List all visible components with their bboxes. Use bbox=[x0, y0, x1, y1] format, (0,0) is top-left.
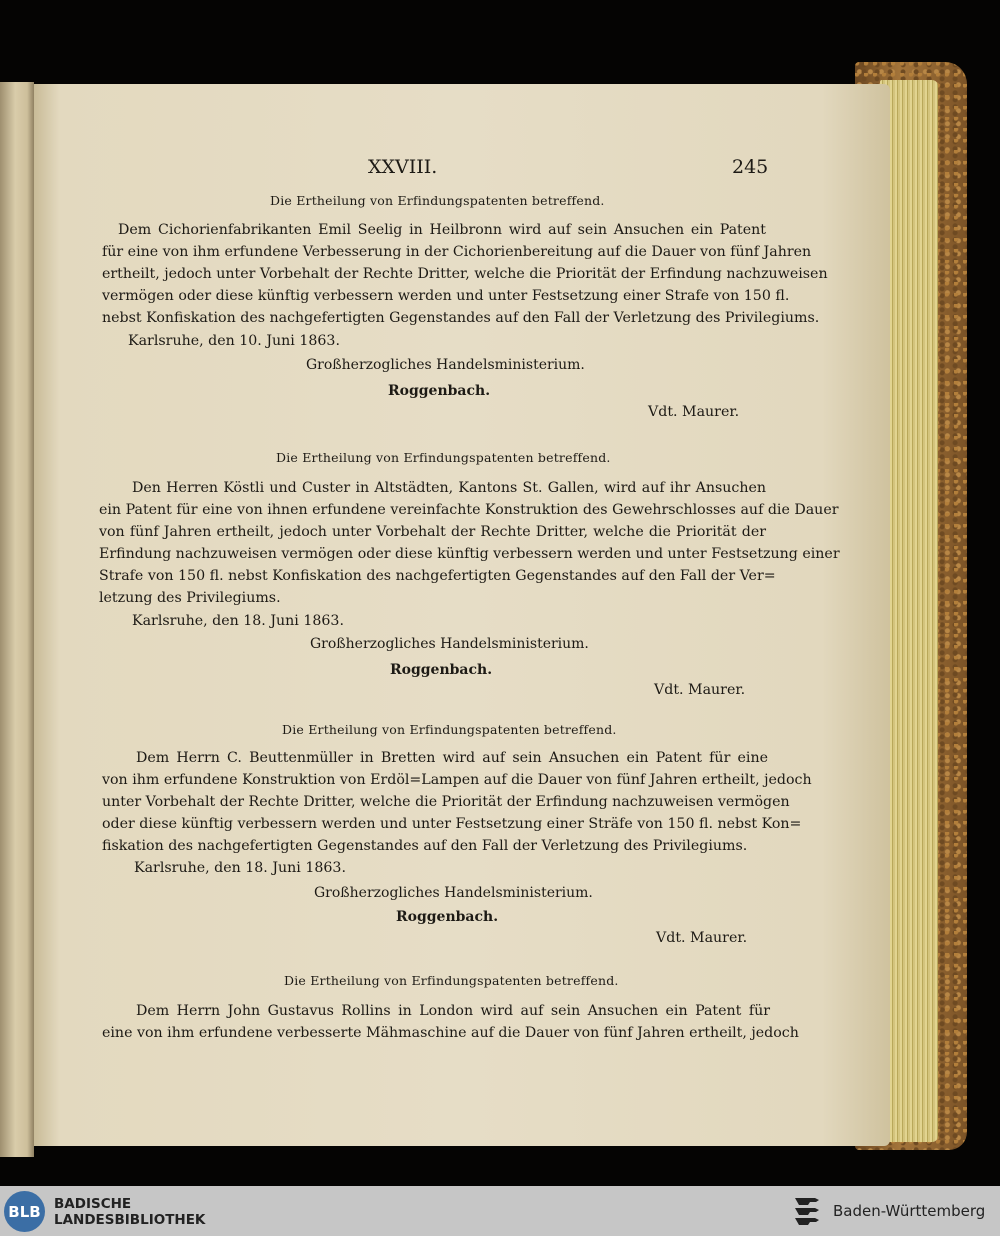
library-name[interactable] bbox=[54, 1196, 205, 1228]
viewer-footer bbox=[0, 1186, 1000, 1236]
body-line: eine von ihm erfundene verbesserte Mähmaschine auf die Dauer von fünf Jahren ertheilt, jedoch bbox=[102, 1025, 799, 1041]
body-line: fiskation des nachgefertigten Gegenstandes auf den Fall der Verletzung des Privilegiums. bbox=[102, 838, 748, 854]
body-line: Erfindung nachzuweisen vermögen oder diese künftig verbessern werden und unter Festsetzung einer bbox=[99, 546, 840, 562]
ministry-name: Großherzogliches Handelsministerium. bbox=[310, 636, 589, 652]
state-name[interactable]: Baden-Württemberg bbox=[833, 1202, 986, 1220]
body-line: vermögen oder diese künftig verbessern werden und unter Festsetzung einer Strafe von 150 fl. bbox=[102, 288, 790, 304]
body-line: unter Vorbehalt der Rechte Dritter, welche die Priorität der Erfindung nachzuweisen vermögen bbox=[102, 794, 790, 810]
section-heading: Die Ertheilung von Erfindungspatenten betreffend. bbox=[270, 193, 605, 208]
body-line: Dem Herrn C. Beuttenmüller in Bretten wird auf sein Ansuchen ein Patent für eine bbox=[136, 750, 768, 766]
body-line: oder diese künftig verbessern werden und unter Festsetzung einer Sträfe von 150 fl. nebst Kon= bbox=[102, 816, 802, 832]
left-page-edge bbox=[0, 82, 34, 1157]
date-line: Karlsruhe, den 18. Juni 1863. bbox=[134, 860, 346, 876]
ministry-name: Großherzogliches Handelsministerium. bbox=[306, 357, 585, 373]
vdt-signature: Vdt. Maurer. bbox=[656, 930, 748, 946]
library-name-line2: LANDESBIBLIOTHEK bbox=[54, 1212, 206, 1228]
minister-signature: Roggenbach. bbox=[396, 909, 499, 925]
section-heading: Die Ertheilung von Erfindungspatenten betreffend. bbox=[276, 450, 611, 465]
vdt-signature: Vdt. Maurer. bbox=[654, 682, 746, 698]
vdt-signature: Vdt. Maurer. bbox=[648, 404, 740, 420]
section-heading: Die Ertheilung von Erfindungspatenten betreffend. bbox=[282, 722, 617, 737]
book-page bbox=[34, 84, 890, 1146]
date-line: Karlsruhe, den 10. Juni 1863. bbox=[128, 333, 340, 349]
body-line: für eine von ihm erfundene Verbesserung in der Cichorienbereitung auf die Dauer von fünf Jahren bbox=[102, 244, 812, 260]
minister-signature: Roggenbach. bbox=[390, 662, 493, 678]
body-line: Dem Herrn John Gustavus Rollins in London wird auf sein Ansuchen ein Patent für bbox=[136, 1003, 770, 1019]
section-heading: Die Ertheilung von Erfindungspatenten betreffend. bbox=[284, 973, 619, 988]
body-line: Den Herren Köstli und Custer in Altstädten, Kantons St. Gallen, wird auf ihr Ansuchen bbox=[132, 480, 766, 496]
body-line: nebst Konfiskation des nachgefertigten Gegenstandes auf den Fall der Verletzung des Privilegiums. bbox=[102, 310, 820, 326]
body-line: ein Patent für eine von ihnen erfundene vereinfachte Konstruktion des Gewehrschlosses auf die Dauer bbox=[99, 502, 839, 518]
date-line: Karlsruhe, den 18. Juni 1863. bbox=[132, 613, 344, 629]
page-number: 245 bbox=[732, 156, 769, 178]
ministry-name: Großherzogliches Handelsministerium. bbox=[314, 885, 593, 901]
body-line: von fünf Jahren ertheilt, jedoch unter Vorbehalt der Rechte Dritter, welche die Priorität der bbox=[99, 524, 766, 540]
body-line: Strafe von 150 fl. nebst Konfiskation des nachgefertigten Gegenstandes auf den Fall der Ver= bbox=[99, 568, 776, 584]
minister-signature: Roggenbach. bbox=[388, 383, 491, 399]
body-line: ertheilt, jedoch unter Vorbehalt der Rechte Dritter, welche die Priorität der Erfindung nachzuweisen bbox=[102, 266, 828, 282]
chapter-number: XXVIII. bbox=[368, 156, 438, 178]
body-line: Dem Cichorienfabrikanten Emil Seelig in Heilbronn wird auf sein Ansuchen ein Patent bbox=[118, 222, 766, 238]
blb-logo[interactable]: BLB bbox=[4, 1191, 45, 1232]
body-line: letzung des Privilegiums. bbox=[99, 590, 281, 606]
three-lions-icon bbox=[792, 1194, 824, 1228]
library-name-line1: BADISCHE bbox=[54, 1196, 132, 1212]
body-line: von ihm erfundene Konstruktion von Erdöl=Lampen auf die Dauer von fünf Jahren ertheilt, jedoch bbox=[102, 772, 812, 788]
